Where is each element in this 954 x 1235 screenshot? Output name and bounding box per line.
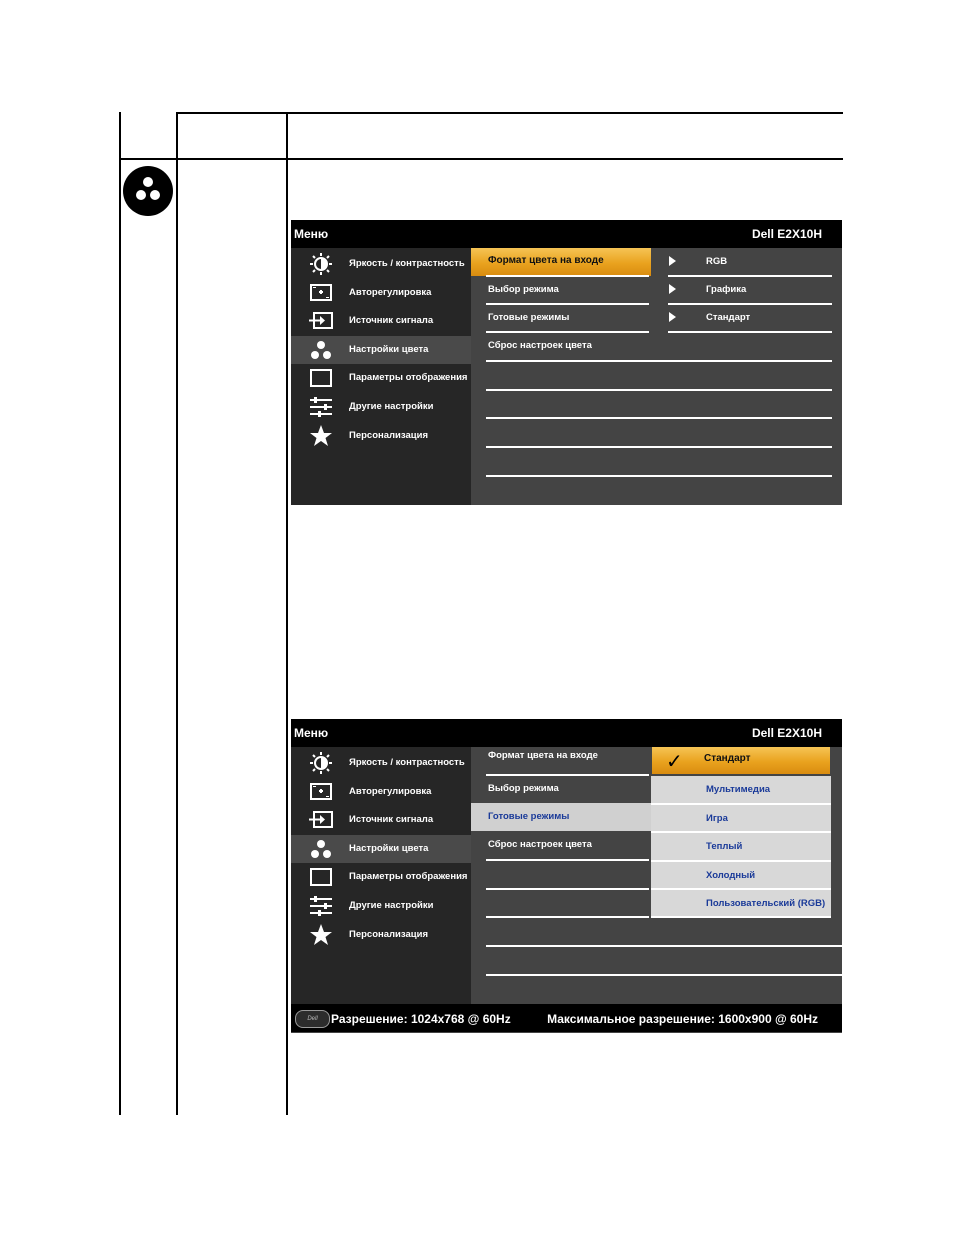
menu-item-auto-adjust[interactable] [291, 279, 471, 307]
menu-item-label: Источник сигнала [349, 814, 434, 826]
menu-item-label: Другие настройки [349, 900, 434, 911]
osd-model-name: Dell E2X10H [751, 726, 822, 740]
submenu-input-color-format[interactable]: Формат цвета на входе [471, 248, 651, 276]
input-source-icon [309, 809, 333, 831]
menu-item-input-source[interactable] [291, 307, 471, 335]
menu-item-input-source[interactable] [291, 806, 471, 834]
menu-item-label: Другие настройки [349, 401, 434, 412]
osd-title: Меню [294, 227, 329, 241]
menu-item-label: Авторегулировка [349, 286, 432, 298]
menu-item-brightness[interactable] [291, 250, 471, 278]
menu-item-brightness[interactable] [291, 749, 471, 777]
display-settings-icon [309, 866, 333, 888]
arrow-right-icon [669, 312, 676, 322]
menu-item-label: Настройки цвета [349, 842, 429, 854]
other-settings-icon [309, 396, 333, 418]
option-custom-rgb[interactable]: Пользовательский (RGB) [651, 890, 831, 917]
option-game[interactable]: Игра [651, 805, 831, 832]
option-divider [651, 916, 831, 918]
frame-top-border [176, 112, 843, 114]
submenu-mode-selection[interactable]: Выбор режима [471, 775, 651, 803]
max-resolution: Максимальное разрешение: 1600x900 @ 60Hz [547, 1012, 818, 1026]
energy-logo-icon: Dell [295, 1010, 330, 1028]
osd-screenshot-input-color-format [291, 220, 842, 505]
value-input-color-format[interactable]: RGB [651, 248, 831, 276]
menu-item-label: Параметры отображения [349, 871, 468, 883]
menu-item-label: Источник сигнала [349, 315, 434, 327]
value-divider [668, 303, 832, 305]
submenu-preset-modes[interactable]: Готовые режимы [471, 304, 651, 332]
osd-title-bar [291, 719, 842, 747]
submenu-divider [486, 945, 842, 947]
option-divider [651, 831, 831, 833]
frame-column-divider-2 [286, 112, 288, 1115]
frame-column-divider-1 [176, 112, 178, 1115]
submenu-divider [486, 417, 832, 419]
submenu-divider [486, 974, 842, 976]
star-icon [309, 924, 333, 946]
menu-item-star[interactable] [291, 921, 471, 949]
checkmark-icon: ✓ [666, 751, 683, 773]
option-standard[interactable]: ✓ Стандарт [652, 747, 830, 774]
color-settings-icon [309, 838, 333, 860]
menu-item-label: Яркость / контрастность [349, 757, 465, 768]
menu-item-auto-adjust[interactable] [291, 778, 471, 806]
value-divider [668, 331, 832, 333]
osd-title: Меню [294, 726, 329, 740]
submenu-mode-selection[interactable]: Выбор режима [471, 276, 651, 304]
value-divider [668, 275, 832, 277]
submenu-divider [486, 303, 649, 305]
option-divider [651, 888, 831, 890]
arrow-right-icon [669, 256, 676, 266]
menu-item-star[interactable] [291, 422, 471, 450]
current-resolution: Разрешение: 1024x768 @ 60Hz [331, 1012, 511, 1026]
submenu-reset-color[interactable]: Сброс настроек цвета [471, 831, 651, 859]
option-divider [651, 860, 831, 862]
submenu-divider [486, 360, 832, 362]
brightness-icon [309, 253, 333, 275]
option-cool[interactable]: Холодный [651, 862, 831, 889]
osd-status-bar [291, 1004, 842, 1032]
submenu-divider [486, 446, 832, 448]
frame-row-divider [119, 158, 843, 160]
menu-item-label: Персонализация [349, 429, 429, 441]
menu-item-display-settings[interactable] [291, 364, 471, 392]
submenu-preset-modes[interactable]: Готовые режимы [471, 803, 651, 831]
arrow-right-icon [669, 284, 676, 294]
osd-screenshot-preset-modes [291, 719, 842, 1033]
submenu-reset-color[interactable]: Сброс настроек цвета [471, 332, 651, 360]
menu-item-label: Настройки цвета [349, 343, 429, 355]
star-icon [309, 425, 333, 447]
option-warm[interactable]: Теплый [651, 833, 831, 860]
option-multimedia[interactable]: Мультимедиа [651, 776, 831, 803]
display-settings-icon [309, 367, 333, 389]
frame-left-border [119, 112, 121, 1115]
submenu-divider [486, 275, 649, 277]
menu-item-other-settings[interactable] [291, 393, 471, 421]
submenu-divider [486, 888, 649, 890]
menu-item-color-settings[interactable] [291, 835, 471, 863]
submenu-divider [486, 389, 832, 391]
value-preset-mode[interactable]: Стандарт [651, 304, 831, 332]
color-settings-section-icon [123, 166, 173, 216]
submenu-divider [486, 859, 649, 861]
osd-model-name: Dell E2X10H [751, 227, 822, 241]
menu-item-label: Персонализация [349, 928, 429, 940]
brightness-icon [309, 752, 333, 774]
osd-title-bar [291, 220, 842, 248]
option-divider [651, 803, 831, 805]
color-settings-icon [309, 339, 333, 361]
menu-item-label: Яркость / контрастность [349, 258, 465, 269]
submenu-divider [486, 774, 649, 776]
submenu-divider [486, 475, 832, 477]
submenu-divider [486, 331, 649, 333]
other-settings-icon [309, 895, 333, 917]
auto-adjust-icon [309, 781, 333, 803]
menu-item-display-settings[interactable] [291, 863, 471, 891]
menu-item-label: Авторегулировка [349, 785, 432, 797]
menu-item-other-settings[interactable] [291, 892, 471, 920]
submenu-input-color-format[interactable]: Формат цвета на входе [471, 747, 651, 775]
menu-item-color-settings[interactable] [291, 336, 471, 364]
menu-item-label: Параметры отображения [349, 372, 468, 384]
input-source-icon [309, 310, 333, 332]
submenu-divider [486, 916, 649, 918]
value-mode-selection[interactable]: Графика [651, 276, 831, 304]
auto-adjust-icon [309, 282, 333, 304]
